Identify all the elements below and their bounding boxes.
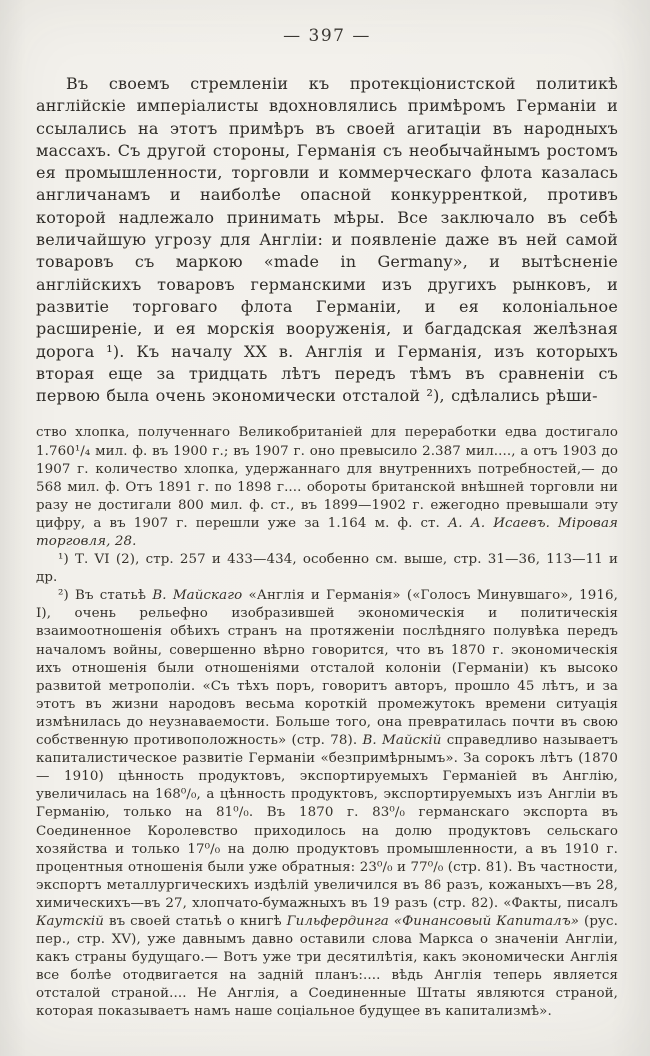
- footnote-continuation: ство хлопка, полученнаго Великобританіей для переработки едва достигало 1.760¹/₄ мил. ф. въ 1900 г.; въ 1907 г. оно превысило 2.387 мил...., а отъ 1903 до 1907 г. количество хлопка, удержаннаго для внутреннихъ потребностей,— до 568 мил. ф. Отъ 1891 г. по 1898 г.... обороты британской внѣшней торговли ни разу не достигали 800 мил. ф. ст., въ 1899—1902 г. ежегодно превышали эту цифру, а въ 1907 г. перешли уже за 1.164 м. ф. ст. А. А. Исаевъ. Міровая торговля, 28.: [36, 425, 619, 550]
- page-number: — 397 —: [283, 26, 371, 46]
- footnote-section: [36, 424, 618, 1021]
- footnote-1: ¹) Т. VI (2), стр. 257 и 433—434, особенно см. выше, стр. 31—36, 113—11 и др.: [36, 552, 618, 586]
- footnote-2: ²) Въ статьѣ В. Майскаго «Англія и Германія» («Голосъ Минувшаго», 1916, I), очень рельефно изобразившей экономическія и политическія взаимоотношенія обѣихъ странъ на протяженіи послѣдняго полувѣка передъ началомъ войны, совершенно вѣрно говорится, что въ 1870 г. экономическія ихъ отношенія были отношеніями отсталой колоніи (Германіи) къ высоко развитой метрополіи. «Съ тѣхъ поръ, говоритъ авторъ, прошло 45 лѣтъ, и за этотъ въ жизни народовъ весьма короткій промежутокъ времени ситуація измѣнилась до неузнаваемости. Больше того, она превратилась почти въ свою собственную противоположность» (стр. 78). В. Майскій справедливо называетъ капиталистическое развитіе Германіи «безпримѣрнымъ». За сорокъ лѣтъ (1870 — 1910) цѣнность продуктовъ, экспортируемыхъ Германіей въ Англію, увеличилась на 168⁰/₀, а цѣнность продуктовъ, экспортируемыхъ изъ Англіи въ Германію, только на 81⁰/₀. Въ 1870 г. 83⁰/₀ германскаго экспорта въ Соединенное Королевство приходилось на долю продуктовъ сельскаго хозяйства и только 17⁰/₀ на долю продуктовъ промышленности, а въ 1910 г. процентныя отношенія были уже обратныя: 23⁰/₀ и 77⁰/₀ (стр. 81). Въ частности, экспортъ металлургическихъ издѣлій увеличился въ 86 разъ, кожаныхъ—въ 28, химическихъ—въ 27, хлопчато-бумажныхъ въ 19 разъ (стр. 82). «Факты, писалъ Каутскій въ своей статьѣ о книгѣ Гильфердинга «Финансовый Капиталъ» (рус. пер., стр. XV), уже давнымъ давно оставили слова Маркса о значеніи Англіи, какъ страны будущаго.— Вотъ уже три десятилѣтія, какъ экономически Англія все болѣе отодвигается на задній планъ:.... вѣдь Англія теперь является отсталой страной.... Не Англія, а Соединенные Штаты являются страной, которая показываетъ намъ наше соціальное будущее въ капитализмѣ».: [36, 588, 618, 1020]
- main-paragraph: Въ своемъ стремленіи къ протекціонистской политикѣ англійскіе имперіалисты вдохновлялись примѣромъ Германіи и ссылались на этотъ примѣръ въ своей агитаціи въ народныхъ массахъ. Съ другой стороны, Германія съ необычайнымъ ростомъ ея промышленности, торговли и коммерческаго флота казалась англичанамъ и наиболѣе опасной конкурренткой, противъ которой надлежало принимать мѣры. Все заключало въ себѣ величайшую угрозу для Англіи: и появленіе даже въ ней самой товаровъ съ маркою «made in Germany», и вытѣсненіе англійскихъ товаровъ германскими изъ другихъ рынковъ, и развитіе торговаго флота Германіи, и ея колоніальное расширеніе, и ея морскія вооруженія, и багдадская желѣзная дорога ¹). Къ началу XX в. Англія и Германія, изъ которыхъ вторая еще за тридцать лѣтъ передъ тѣмъ въ сравненіи съ первою была очень экономически отсталой ²), сдѣлались рѣши-: [36, 74, 618, 406]
